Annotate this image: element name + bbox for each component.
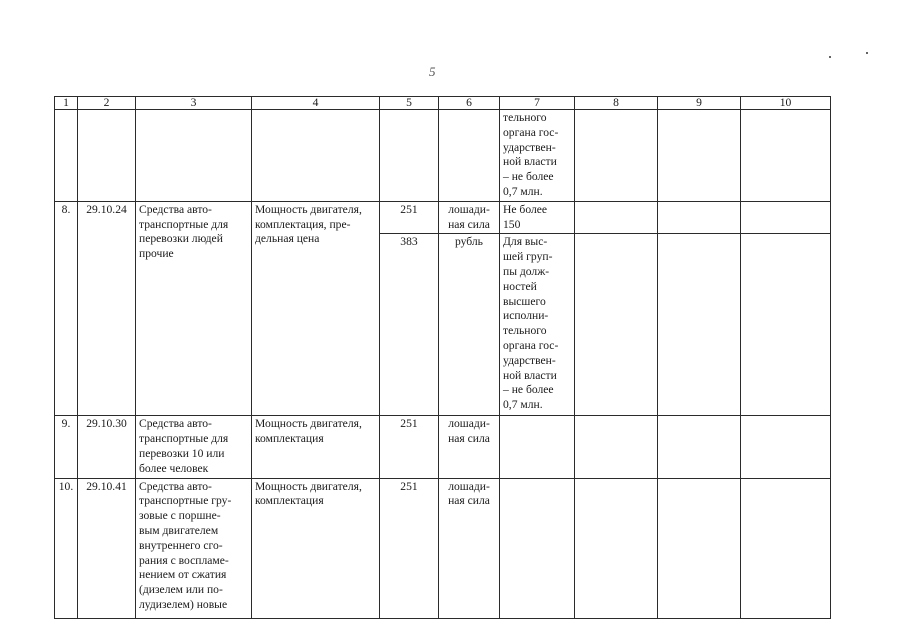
col-header: 9	[658, 97, 741, 110]
cell-okpd-code: 29.10.41	[78, 478, 136, 618]
cell-characteristic: Мощность двигателя, комплектация	[252, 478, 380, 618]
col-header: 5	[380, 97, 439, 110]
page-number: 5	[429, 64, 436, 79]
cell-item-name: Средства авто- транспортные гру- зовые с поршне- вым двигателем внутреннего сго- рания с воспламе- нением от сжатия (дизелем или по- лудизелем) новые	[136, 478, 252, 618]
cell-unit-code: 251	[380, 478, 439, 618]
cell-unit-code: 251	[380, 201, 439, 234]
cell-requirement: тельного органа гос- ударствен- ной власти – не более 0,7 млн.	[500, 110, 575, 202]
cell-characteristic: Мощность двигателя, комплектация	[252, 416, 380, 478]
table-row	[55, 478, 831, 618]
cell-requirement: Для выс- шей груп- пы долж- ностей высшего исполни- тельного органа гос- ударствен- ной власти – не более 0,7 млн.	[500, 234, 575, 416]
col-header: 6	[439, 97, 500, 110]
cell-row-number: 9.	[55, 416, 78, 478]
cell-unit-code: 251	[380, 416, 439, 478]
cell-okpd-code: 29.10.24	[78, 201, 136, 416]
col-header: 10	[741, 97, 831, 110]
col-header: 1	[55, 97, 78, 110]
cell-unit-code: 383	[380, 234, 439, 416]
cell-requirement: Не более 150	[500, 201, 575, 234]
cell-unit-name: лошади- ная сила	[439, 416, 500, 478]
cell-row-number: 10.	[55, 478, 78, 618]
col-header: 8	[575, 97, 658, 110]
cell-item-name: Средства авто- транспортные для перевозки 10 или более человек	[136, 416, 252, 478]
column-number-row	[55, 97, 831, 110]
continuation-row	[55, 110, 831, 202]
cell-okpd-code: 29.10.30	[78, 416, 136, 478]
cell-unit-name: рубль	[439, 234, 500, 416]
procurement-table	[54, 96, 831, 619]
cell-unit-name: лошади- ная сила	[439, 201, 500, 234]
col-header: 2	[78, 97, 136, 110]
table-row	[55, 201, 831, 234]
cell-item-name: Средства авто- транспортные для перевозки людей прочие	[136, 201, 252, 416]
cell-row-number: 8.	[55, 201, 78, 416]
col-header: 7	[500, 97, 575, 110]
scan-speck	[866, 52, 868, 54]
col-header: 4	[252, 97, 380, 110]
cell-characteristic: Мощность двигателя, комплектация, пре- дельная цена	[252, 201, 380, 416]
table-row	[55, 416, 831, 478]
col-header: 3	[136, 97, 252, 110]
scan-speck	[829, 56, 831, 58]
cell-unit-name: лошади- ная сила	[439, 478, 500, 618]
